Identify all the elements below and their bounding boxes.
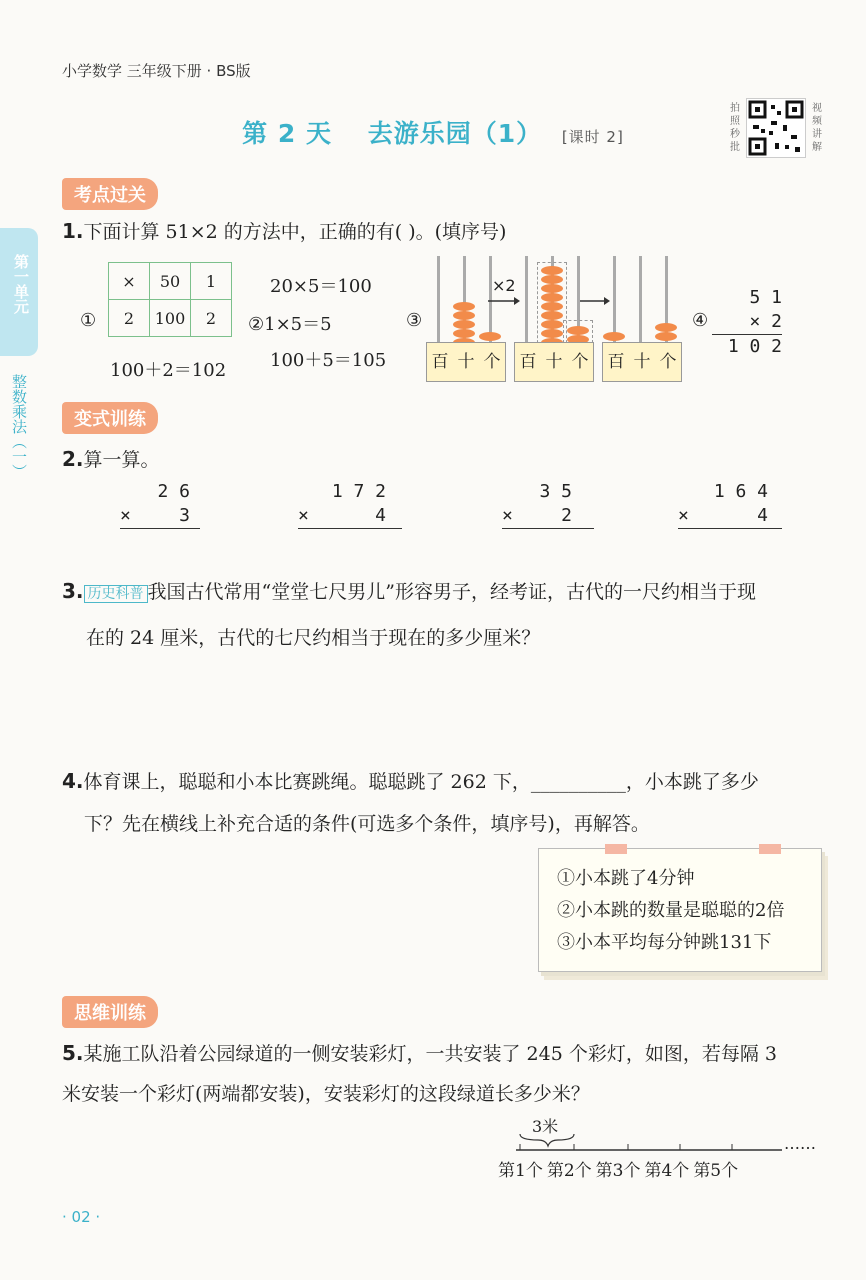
q1-grid-table xyxy=(108,262,232,337)
question-3 xyxy=(62,572,832,657)
q5-span-label: 3米 xyxy=(532,1117,559,1136)
place-tens: 十 xyxy=(545,352,563,372)
grid-cell: 50 xyxy=(150,263,191,300)
q4-line1: 体育课上，聪聪和小本比赛跳绳。聪聪跳了 262 下，__________，小本跳了多少 xyxy=(83,771,759,793)
q2-calc-2 xyxy=(298,480,402,529)
calc-b: 4 xyxy=(375,505,386,526)
lamp-label: 第2个 xyxy=(546,1161,592,1181)
question-1 xyxy=(62,212,506,251)
section-badge-2: 变式训练 xyxy=(62,402,158,434)
lamp-label: 第4个 xyxy=(644,1161,690,1181)
q2-text: 算一算。 xyxy=(83,449,160,471)
q5-dots: …… xyxy=(784,1134,816,1153)
q1-method2-line2: ②1×5＝5 xyxy=(248,314,332,335)
place-hundreds: 百 xyxy=(431,352,449,372)
calc-top: 1 6 4 xyxy=(713,481,768,502)
q2-calc-4 xyxy=(678,480,782,529)
q4-options-card xyxy=(538,848,822,972)
place-tens: 十 xyxy=(457,352,475,372)
abacus-3 xyxy=(602,256,682,384)
grid-cell: 2 xyxy=(191,300,232,337)
q5-line2: 米安装一个彩灯(两端都安装)，安装彩灯的这段绿道长多少米？ xyxy=(62,1083,590,1105)
calc-top: 3 5 xyxy=(539,481,572,502)
calc-b: 4 xyxy=(757,505,768,526)
q1-vertical-calc xyxy=(712,286,782,359)
title-lesson: [课时 2] xyxy=(561,128,624,146)
lamp-labels xyxy=(498,1156,738,1181)
chapter-label: 整数乘法（一） xyxy=(10,374,28,479)
q1-text: 下面计算 51×2 的方法中，正确的有( )。(填序号) xyxy=(83,221,507,243)
q3-number: 3. xyxy=(62,579,84,603)
option-3: ③小本平均每分钟跳131下 xyxy=(557,932,772,953)
q2-calc-3 xyxy=(502,480,594,529)
place-tens: 十 xyxy=(633,352,651,372)
calc-op: × xyxy=(120,505,131,526)
q4-number: 4. xyxy=(62,769,84,793)
calc-top: 1 7 2 xyxy=(331,481,386,502)
option-2: ②小本跳的数量是聪聪的2倍 xyxy=(557,900,785,921)
place-hundreds: 百 xyxy=(607,352,625,372)
lamp-label: 第1个 xyxy=(498,1161,543,1181)
q4-line2: 下？先在横线上补充合适的条件(可选多个条件，填序号)，再解答。 xyxy=(84,813,650,835)
lamp-label: 第5个 xyxy=(693,1161,739,1181)
q5-number: 5. xyxy=(62,1041,84,1065)
calc-top: 2 6 xyxy=(157,481,190,502)
place-hundreds: 百 xyxy=(519,352,537,372)
q1-method1-mark: ① xyxy=(80,310,97,331)
grid-cell: 1 xyxy=(191,263,232,300)
qr-right-label: 视频讲解 xyxy=(812,103,822,153)
question-2 xyxy=(62,440,160,479)
section-badge-3: 思维训练 xyxy=(62,996,158,1028)
q2-number: 2. xyxy=(62,447,84,471)
title-day: 第 2 天 xyxy=(242,119,332,148)
q1-method2-line3: 100＋5＝105 xyxy=(270,350,387,371)
q1-method2-line1: 20×5＝100 xyxy=(270,276,372,297)
q1-method3-mark: ③ xyxy=(406,310,423,331)
place-ones: 个 xyxy=(483,352,501,372)
lamp-label: 第3个 xyxy=(595,1161,641,1181)
calc-op: × xyxy=(502,505,513,526)
calc-b: 2 xyxy=(561,505,572,526)
vcalc-mid: × 2 xyxy=(749,311,782,332)
calc-b: 3 xyxy=(179,505,190,526)
title-topic: 去游乐园（1） xyxy=(367,119,543,148)
grid-cell: 2 xyxy=(109,300,150,337)
option-1: ①小本跳了4分钟 xyxy=(557,868,695,889)
qr-code-icon[interactable] xyxy=(746,98,806,158)
q3-line1: 我国古代常用“堂堂七尺男儿”形容男子，经考证，古代的一尺约相当于现 xyxy=(147,581,756,603)
grid-cell: 100 xyxy=(150,300,191,337)
q5-line1: 某施工队沿着公园绿道的一侧安装彩灯，一共安装了 245 个彩灯，如图，若每隔 3 xyxy=(83,1043,777,1065)
q2-calc-1 xyxy=(120,480,200,529)
abacus-2 xyxy=(514,256,594,384)
abacus-op-label: ×2 xyxy=(492,276,516,295)
qr-left-label: 拍照秒批 xyxy=(730,103,740,153)
place-ones: 个 xyxy=(571,352,589,372)
qr-block xyxy=(726,98,834,160)
book-header: 小学数学 三年级下册 · BS版 xyxy=(62,62,251,80)
vcalc-top: 5 1 xyxy=(749,287,782,308)
question-4 xyxy=(62,762,842,843)
grid-cell: × xyxy=(109,263,150,300)
question-5 xyxy=(62,1034,842,1113)
q1-number: 1. xyxy=(62,219,84,243)
vcalc-result: 1 0 2 xyxy=(727,336,782,357)
q3-tag: 历史科普 xyxy=(84,585,148,603)
section-badge-1: 考点过关 xyxy=(62,178,158,210)
calc-op: × xyxy=(678,505,689,526)
calc-op: × xyxy=(298,505,309,526)
page-number: · 02 · xyxy=(62,1208,101,1226)
q1-method1-result: 100＋2＝102 xyxy=(110,360,227,381)
unit-tab-label: 第一单元 xyxy=(12,254,30,314)
q3-line2: 在的 24 厘米，古代的七尺约相当于现在的多少厘米？ xyxy=(86,627,541,649)
q1-method4-mark: ④ xyxy=(692,310,709,331)
lamp-line-diagram xyxy=(500,1130,790,1154)
place-ones: 个 xyxy=(659,352,677,372)
